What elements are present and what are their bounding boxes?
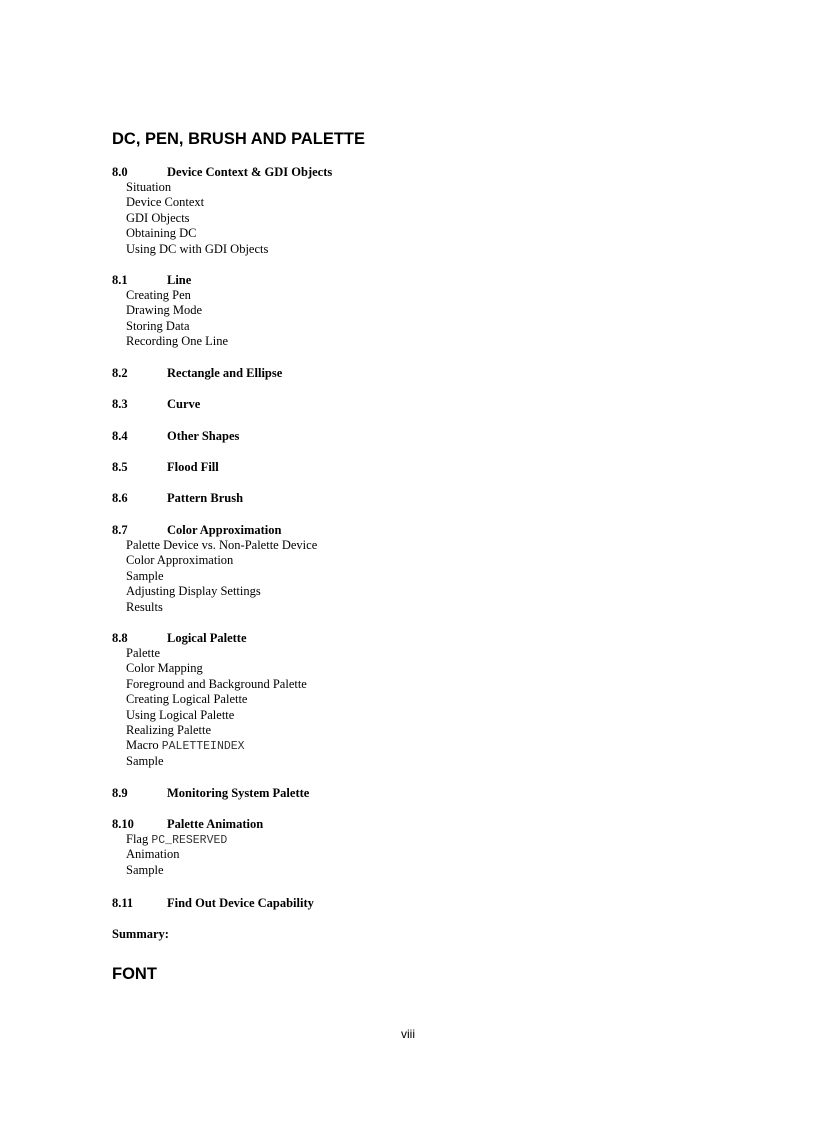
subsection-item xyxy=(112,584,712,599)
subsection-text: Palette Device vs. Non-Palette Device xyxy=(126,538,318,552)
subsection-text: Storing Data xyxy=(126,318,190,333)
subsection-text: Creating Logical Palette xyxy=(126,692,248,707)
section-number: 8.3 xyxy=(112,397,128,411)
section-title: Monitoring System Palette xyxy=(167,786,310,800)
toc-section xyxy=(112,785,712,801)
toc-section xyxy=(112,396,712,412)
section-heading xyxy=(112,428,712,444)
toc-section xyxy=(112,490,712,506)
section-heading xyxy=(112,459,712,475)
subsection-item xyxy=(112,863,712,878)
subsection-item xyxy=(112,538,712,553)
section-heading xyxy=(112,785,712,801)
subsection-item xyxy=(112,226,712,241)
toc-section xyxy=(112,630,712,769)
subsection-item xyxy=(112,754,712,769)
subsection-text: Macro xyxy=(126,738,162,753)
section-heading xyxy=(112,816,712,832)
subsection-item xyxy=(112,646,712,661)
section-title: Line xyxy=(167,273,192,287)
subsection-item xyxy=(112,211,712,226)
subsection-text: Adjusting Display Settings xyxy=(126,584,261,599)
subsection-text: Using DC with GDI Objects xyxy=(126,241,269,256)
section-heading xyxy=(112,895,712,911)
subsection-item xyxy=(112,319,712,334)
section-number: 8.4 xyxy=(112,429,128,443)
section-title: Rectangle and Ellipse xyxy=(167,366,283,380)
subsection-item xyxy=(112,847,712,862)
subsection-item xyxy=(112,677,712,692)
subsection-list xyxy=(112,538,712,615)
section-heading xyxy=(112,490,712,506)
subsection-text: Device Context xyxy=(126,195,205,210)
subsection-text: Flag xyxy=(126,832,152,846)
subsection-item xyxy=(112,303,712,318)
subsection-text: Realizing Palette xyxy=(126,722,212,737)
subsection-item xyxy=(112,288,712,303)
section-title: Logical Palette xyxy=(167,631,247,645)
section-heading xyxy=(112,272,712,288)
summary-heading: Summary: xyxy=(112,927,169,941)
toc-section xyxy=(112,522,712,615)
section-title: Flood Fill xyxy=(167,460,219,474)
section-title: Curve xyxy=(167,397,201,411)
subsection-item xyxy=(112,723,712,738)
subsection-text: Color Approximation xyxy=(126,553,234,568)
section-heading xyxy=(112,164,712,180)
toc-section xyxy=(112,895,712,911)
subsection-text: Color Mapping xyxy=(126,661,203,676)
subsection-item xyxy=(112,600,712,615)
section-number: 8.6 xyxy=(112,491,128,505)
section-heading xyxy=(112,522,712,538)
subsection-item xyxy=(112,180,712,195)
toc-section xyxy=(112,816,712,878)
toc-section xyxy=(112,428,712,444)
subsection-text: Using Logical Palette xyxy=(126,707,235,722)
subsection-list xyxy=(112,180,712,257)
subsection-item xyxy=(112,708,712,723)
section-number: 8.8 xyxy=(112,631,128,645)
subsection-text: Creating Pen xyxy=(126,288,191,302)
subsection-text: GDI Objects xyxy=(126,210,190,225)
subsection-item xyxy=(112,832,712,847)
section-title: Palette Animation xyxy=(167,817,264,831)
toc-section xyxy=(112,459,712,475)
subsection-item xyxy=(112,661,712,676)
section-title: Pattern Brush xyxy=(167,491,244,505)
subsection-list xyxy=(112,832,712,878)
subsection-text: Foreground and Background Palette xyxy=(126,676,307,691)
subsection-text: Sample xyxy=(126,753,164,768)
subsection-item xyxy=(112,195,712,210)
subsection-item xyxy=(112,738,712,753)
section-number: 8.1 xyxy=(112,273,128,287)
subsection-item xyxy=(112,553,712,568)
toc-section xyxy=(112,272,712,350)
toc-section xyxy=(112,365,712,381)
page-number: viii xyxy=(401,1027,415,1041)
subsection-text: Palette xyxy=(126,646,161,660)
toc-section xyxy=(112,164,712,257)
subsection-item xyxy=(112,569,712,584)
subsection-item xyxy=(112,334,712,349)
section-title: Color Approximation xyxy=(167,523,282,537)
subsection-code: PALETTEINDEX xyxy=(161,740,245,754)
section-number: 8.11 xyxy=(112,896,134,910)
section-title: Find Out Device Capability xyxy=(167,896,314,910)
section-number: 8.5 xyxy=(112,460,128,474)
subsection-item xyxy=(112,692,712,707)
section-heading xyxy=(112,396,712,412)
section-number: 8.0 xyxy=(112,165,128,179)
subsection-text: Sample xyxy=(126,568,164,583)
subsection-text: Results xyxy=(126,599,163,614)
section-heading xyxy=(112,630,712,646)
subsection-text: Obtaining DC xyxy=(126,226,197,241)
subsection-list xyxy=(112,646,712,769)
subsection-text: Animation xyxy=(126,847,180,862)
section-number: 8.9 xyxy=(112,786,128,800)
section-number: 8.7 xyxy=(112,523,128,537)
subsection-code: PC_RESERVED xyxy=(151,834,228,847)
chapter-title: DC, PEN, BRUSH AND PALETTE xyxy=(112,130,366,148)
subsection-text: Situation xyxy=(126,180,172,194)
section-number: 8.10 xyxy=(112,817,134,831)
subsection-text: Drawing Mode xyxy=(126,303,203,318)
subsection-text: Sample xyxy=(126,862,164,877)
next-chapter-title: FONT xyxy=(112,965,157,983)
section-title: Other Shapes xyxy=(167,429,240,443)
subsection-item xyxy=(112,242,712,257)
subsection-list xyxy=(112,288,712,350)
section-title: Device Context & GDI Objects xyxy=(167,165,333,179)
section-heading xyxy=(112,365,712,381)
section-number: 8.2 xyxy=(112,366,128,380)
subsection-text: Recording One Line xyxy=(126,334,229,349)
